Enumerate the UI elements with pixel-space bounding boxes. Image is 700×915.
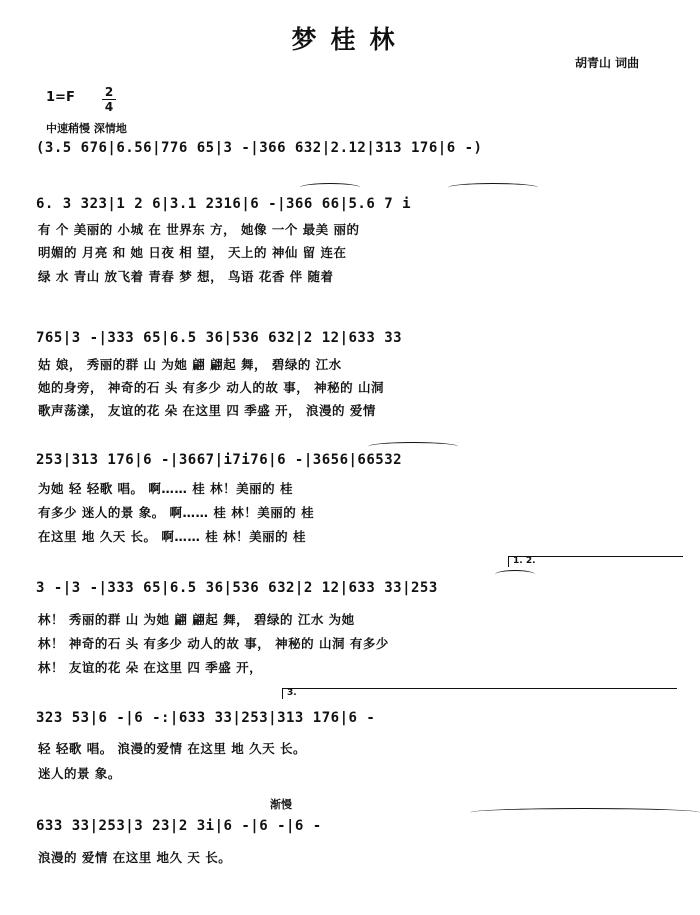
lyric-line: 歌声荡漾， 友谊的花 朵 在这里 四 季盛 开， 浪漫的 爱情 (38, 403, 376, 418)
meter-top: 2 (104, 85, 114, 99)
tempo-marking: 中速稍慢 深情地 (46, 122, 127, 135)
volta-1-2: 1. 2. (508, 556, 683, 567)
tie-arc (300, 183, 360, 192)
tie-arc (448, 183, 538, 192)
lyric-line: 轻 轻歌 唱。 浪漫的爱情 在这里 地 久天 长。 (38, 741, 306, 756)
lyric-line: 浪漫的 爱情 在这里 地久 天 长。 (38, 850, 232, 865)
lyric-line: 绿 水 青山 放飞着 青春 梦 想， 鸟语 花香 伴 随着 (38, 269, 334, 284)
lyric-line: 明媚的 月亮 和 她 日夜 相 望， 天上的 神仙 留 连在 (38, 245, 347, 260)
lyric-line: 林！ 秀丽的群 山 为她 翩 翩起 舞， 碧绿的 江水 为她 (38, 612, 355, 627)
ritardando-mark: 渐慢 (270, 798, 292, 811)
lyric-line: 林！ 神奇的石 头 有多少 动人的故 事， 神秘的 山洞 有多少 (38, 636, 389, 651)
author-credit: 胡青山 词曲 (575, 56, 640, 70)
score-row-intro: (3.5 676|6.56|776 65|3 -|366 632|2.12|313 176|6 -) (36, 140, 483, 156)
time-signature (102, 86, 116, 113)
score-row-3: 253|313 176|6 -|3667|i7i76|6 -|3656|66532 (36, 452, 403, 468)
lyric-line: 为她 轻 轻歌 唱。 啊…… 桂 林！美丽的 桂 (38, 481, 293, 496)
lyric-line: 林！ 友谊的花 朵 在这里 四 季盛 开， (38, 660, 263, 675)
lyric-line: 有多少 迷人的景 象。 啊…… 桂 林！美丽的 桂 (38, 505, 315, 520)
score-row-6: 633 33|253|3 23|2 3i|6 -|6 -|6 - (36, 818, 322, 834)
score-row-2: 765|3 -|333 65|6.5 36|536 632|2 12|633 33 (36, 330, 403, 346)
volta-3: 3. (282, 688, 677, 699)
tie-arc (495, 570, 535, 579)
lyric-line: 她的身旁， 神奇的石 头 有多少 动人的故 事， 神秘的 山洞 (38, 380, 384, 395)
song-title: 梦桂林 (291, 25, 409, 54)
meter-bottom: 4 (104, 100, 114, 114)
lyric-line: 有 个 美丽的 小城 在 世界东 方， 她像 一个 最美 丽的 (38, 222, 360, 237)
lyric-line: 在这里 地 久天 长。 啊…… 桂 林！美丽的 桂 (38, 529, 306, 544)
tie-arc (470, 808, 700, 817)
score-row-5: 323 53|6 -|6 -:|633 33|253|313 176|6 - (36, 710, 376, 726)
score-row-1: 6. 3 323|1 2 6|3.1 2316|6 -|366 66|5.6 7 i (36, 196, 412, 212)
score-row-4: 3 -|3 -|333 65|6.5 36|536 632|2 12|633 33|253 (36, 580, 438, 596)
tie-arc (368, 442, 458, 451)
lyric-line: 迷人的景 象。 (38, 766, 121, 781)
lyric-line: 姑 娘， 秀丽的群 山 为她 翩 翩起 舞， 碧绿的 江水 (38, 357, 342, 372)
key-signature: 1=F (46, 90, 75, 105)
